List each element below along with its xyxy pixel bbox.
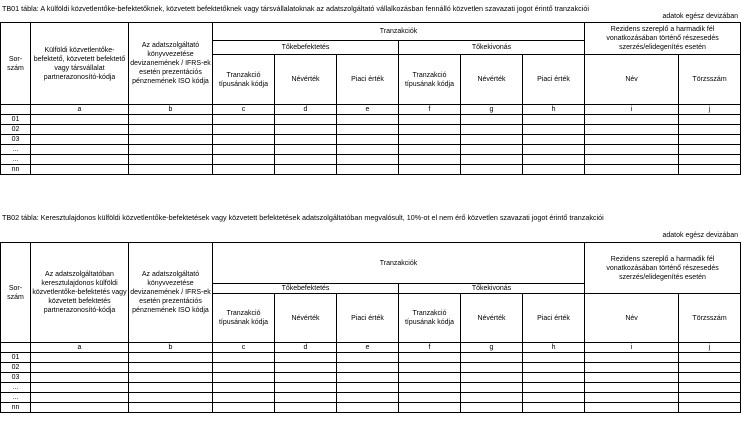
letter-cell: c <box>213 343 275 353</box>
data-cell[interactable] <box>129 353 213 363</box>
data-cell[interactable] <box>213 383 275 393</box>
data-cell[interactable] <box>337 165 399 175</box>
data-cell[interactable] <box>337 393 399 403</box>
data-cell[interactable] <box>31 155 129 165</box>
data-cell[interactable] <box>679 373 741 383</box>
row-number: … <box>1 383 31 393</box>
data-cell[interactable] <box>679 383 741 393</box>
header-nev: Név <box>585 55 679 105</box>
header-partner-code: Külföldi közvetlentőke-befektető, közvetett befektető vagy társvállalat partnerazonosító-kódja <box>31 23 129 105</box>
data-cell[interactable] <box>585 135 679 145</box>
data-cell[interactable] <box>213 353 275 363</box>
data-cell[interactable] <box>399 363 461 373</box>
data-cell[interactable] <box>461 125 523 135</box>
data-cell[interactable] <box>129 155 213 165</box>
letter-cell: e <box>337 343 399 353</box>
data-cell[interactable] <box>399 383 461 393</box>
data-cell[interactable] <box>275 383 337 393</box>
letter-cell: i <box>585 343 679 353</box>
data-cell[interactable] <box>129 125 213 135</box>
data-cell[interactable] <box>337 403 399 413</box>
letter-cell: c <box>213 105 275 115</box>
data-cell[interactable] <box>213 135 275 145</box>
row-number: nn <box>1 403 31 413</box>
data-cell[interactable] <box>337 353 399 363</box>
data-cell[interactable] <box>585 115 679 125</box>
data-cell[interactable] <box>461 145 523 155</box>
data-cell[interactable] <box>399 155 461 165</box>
data-cell[interactable] <box>523 155 585 165</box>
data-cell[interactable] <box>461 393 523 403</box>
data-cell[interactable] <box>213 403 275 413</box>
letter-cell: f <box>399 343 461 353</box>
row-number: 03 <box>1 135 31 145</box>
table-row <box>1 353 741 363</box>
header-nevertek: Névérték <box>275 55 337 105</box>
data-cell[interactable] <box>679 145 741 155</box>
row-number: nn <box>1 165 31 175</box>
data-cell[interactable] <box>213 373 275 383</box>
data-cell[interactable] <box>399 125 461 135</box>
header-torzsszam: Törzsszám <box>679 55 741 105</box>
row-number: 02 <box>1 363 31 373</box>
data-cell[interactable] <box>679 165 741 175</box>
header-sorszam: Sor-szám <box>1 243 31 343</box>
table-row <box>1 383 741 393</box>
row-number: 02 <box>1 125 31 135</box>
data-cell[interactable] <box>275 135 337 145</box>
data-cell[interactable] <box>679 353 741 363</box>
data-cell[interactable] <box>461 373 523 383</box>
data-cell[interactable] <box>337 155 399 165</box>
letter-cell: d <box>275 105 337 115</box>
table-row <box>1 403 741 413</box>
data-cell[interactable] <box>585 125 679 135</box>
data-cell[interactable] <box>461 135 523 145</box>
row-number: … <box>1 393 31 403</box>
data-cell[interactable] <box>275 363 337 373</box>
header-tranzakcio-tipus: Tranzakció típusának kódja <box>399 55 461 105</box>
header-partner-code: Az adatszolgáltatóban keresztulajdonos külföldi közvetlentőke-befektetés vagy közvetett befektetés partnerazonosító-kódja <box>31 243 129 343</box>
header-nevertek: Névérték <box>461 55 523 105</box>
row-number: 01 <box>1 353 31 363</box>
letter-cell: g <box>461 343 523 353</box>
data-cell[interactable] <box>399 145 461 155</box>
data-table-tb01 <box>0 22 741 175</box>
data-cell[interactable] <box>275 165 337 175</box>
header-tokekivonas: Tőkekivonás <box>399 284 585 294</box>
data-cell[interactable] <box>31 393 129 403</box>
header-sorszam: Sor-szám <box>1 23 31 105</box>
letter-cell: j <box>679 105 741 115</box>
header-tokebefektetes: Tőkebefektetés <box>213 284 399 294</box>
letter-cell: a <box>31 343 129 353</box>
letter-cell <box>1 343 31 353</box>
data-cell[interactable] <box>585 165 679 175</box>
data-cell[interactable] <box>31 403 129 413</box>
table-row <box>1 373 741 383</box>
data-cell[interactable] <box>399 373 461 383</box>
data-cell[interactable] <box>523 135 585 145</box>
data-cell[interactable] <box>31 353 129 363</box>
table-row <box>1 145 741 155</box>
letter-cell: j <box>679 343 741 353</box>
row-number: 01 <box>1 115 31 125</box>
header-piaci-ertek: Piaci érték <box>337 55 399 105</box>
data-cell[interactable] <box>461 353 523 363</box>
data-cell[interactable] <box>129 115 213 125</box>
data-cell[interactable] <box>523 393 585 403</box>
data-cell[interactable] <box>523 145 585 155</box>
header-tokekivonas: Tőkekivonás <box>399 41 585 55</box>
letter-cell: i <box>585 105 679 115</box>
table-row <box>1 155 741 165</box>
data-cell[interactable] <box>129 165 213 175</box>
letter-cell: b <box>129 105 213 115</box>
header-tokebefektetes: Tőkebefektetés <box>213 41 399 55</box>
data-cell[interactable] <box>213 363 275 373</box>
data-table-tb02 <box>0 242 741 413</box>
table-row <box>1 363 741 373</box>
data-cell[interactable] <box>275 403 337 413</box>
data-cell[interactable] <box>275 115 337 125</box>
data-cell[interactable] <box>461 115 523 125</box>
data-cell[interactable] <box>129 145 213 155</box>
data-cell[interactable] <box>523 165 585 175</box>
letter-cell: h <box>523 343 585 353</box>
data-cell[interactable] <box>31 145 129 155</box>
data-cell[interactable] <box>523 363 585 373</box>
data-cell[interactable] <box>585 145 679 155</box>
header-piaci-ertek: Piaci érték <box>523 294 585 343</box>
header-torzsszam: Törzsszám <box>679 294 741 343</box>
table-row <box>1 165 741 175</box>
data-cell[interactable] <box>213 145 275 155</box>
data-cell[interactable] <box>523 125 585 135</box>
table-title: TB01 tábla: A külföldi közvetlentőke-befektetőknek, közvetett befektetőknek vagy társvállalatoknak az adatszolgáltató vállalkozásban fennálló közvetlen szavazati jogot érintő tranzakciói <box>2 4 589 13</box>
header-nevertek: Névérték <box>275 294 337 343</box>
data-cell[interactable] <box>31 363 129 373</box>
data-cell[interactable] <box>129 383 213 393</box>
data-cell[interactable] <box>461 363 523 373</box>
row-number: … <box>1 145 31 155</box>
row-number: 03 <box>1 373 31 383</box>
letter-cell: e <box>337 105 399 115</box>
data-cell[interactable] <box>585 353 679 363</box>
table-row <box>1 125 741 135</box>
data-cell[interactable] <box>275 155 337 165</box>
data-cell[interactable] <box>337 135 399 145</box>
table-row <box>1 135 741 145</box>
data-cell[interactable] <box>337 363 399 373</box>
letter-cell: f <box>399 105 461 115</box>
data-cell[interactable] <box>679 403 741 413</box>
data-cell[interactable] <box>213 165 275 175</box>
data-cell[interactable] <box>461 383 523 393</box>
header-nev: Név <box>585 294 679 343</box>
data-cell[interactable] <box>585 403 679 413</box>
header-rezidens: Rezidens szereplő a harmadik fél vonatkozásában történő részesedés szerzés/elidegenítés esetén <box>585 243 741 294</box>
data-cell[interactable] <box>679 363 741 373</box>
data-cell[interactable] <box>399 393 461 403</box>
data-cell[interactable] <box>275 393 337 403</box>
data-cell[interactable] <box>679 135 741 145</box>
table-body <box>1 353 741 413</box>
table-title: TB02 tábla: Keresztulajdonos külföldi közvetlentőke-befektetések vagy közvetett befektetések adatszolgáltatóban megvalósult, 10%-ot el nem érő közvetlen szavazati jogot érintő tranzakciói <box>2 213 604 222</box>
data-cell[interactable] <box>679 115 741 125</box>
data-cell[interactable] <box>523 353 585 363</box>
data-cell[interactable] <box>275 353 337 363</box>
data-cell[interactable] <box>399 165 461 175</box>
data-cell[interactable] <box>585 393 679 403</box>
data-cell[interactable] <box>275 373 337 383</box>
data-cell[interactable] <box>213 115 275 125</box>
row-number: … <box>1 155 31 165</box>
header-piaci-ertek: Piaci érték <box>523 55 585 105</box>
data-cell[interactable] <box>461 403 523 413</box>
header-nevertek: Névérték <box>461 294 523 343</box>
data-cell[interactable] <box>337 115 399 125</box>
letter-cell: g <box>461 105 523 115</box>
header-tranzakcio-tipus: Tranzakció típusának kódja <box>213 294 275 343</box>
data-cell[interactable] <box>523 383 585 393</box>
data-cell[interactable] <box>399 353 461 363</box>
data-cell[interactable] <box>337 145 399 155</box>
data-cell[interactable] <box>399 403 461 413</box>
data-cell[interactable] <box>213 125 275 135</box>
data-cell[interactable] <box>679 155 741 165</box>
data-cell[interactable] <box>129 373 213 383</box>
data-cell[interactable] <box>399 135 461 145</box>
data-cell[interactable] <box>523 403 585 413</box>
table-body <box>1 115 741 175</box>
data-cell[interactable] <box>31 115 129 125</box>
letter-cell: h <box>523 105 585 115</box>
data-cell[interactable] <box>585 383 679 393</box>
header-rezidens: Rezidens szereplő a harmadik fél vonatkozásában történő részesedés szerzés/elidegenítés esetén <box>585 23 741 55</box>
table-row <box>1 393 741 403</box>
data-cell[interactable] <box>461 155 523 165</box>
data-cell[interactable] <box>129 135 213 145</box>
header-tranzakcio-tipus: Tranzakció típusának kódja <box>399 294 461 343</box>
header-tranzakcio-tipus: Tranzakció típusának kódja <box>213 55 275 105</box>
data-cell[interactable] <box>523 115 585 125</box>
header-tranzakciok: Tranzakciók <box>213 23 585 41</box>
data-cell[interactable] <box>31 165 129 175</box>
data-cell[interactable] <box>31 373 129 383</box>
unit-note: adatok egész devizában <box>662 232 738 239</box>
data-cell[interactable] <box>129 403 213 413</box>
data-cell[interactable] <box>585 155 679 165</box>
data-cell[interactable] <box>337 373 399 383</box>
data-cell[interactable] <box>275 125 337 135</box>
letter-cell <box>1 105 31 115</box>
data-cell[interactable] <box>337 125 399 135</box>
data-cell[interactable] <box>461 165 523 175</box>
letter-cell: a <box>31 105 129 115</box>
data-cell[interactable] <box>523 373 585 383</box>
data-cell[interactable] <box>31 135 129 145</box>
data-cell[interactable] <box>337 383 399 393</box>
data-cell[interactable] <box>31 125 129 135</box>
data-cell[interactable] <box>213 155 275 165</box>
data-cell[interactable] <box>679 393 741 403</box>
header-currency-code: Az adatszolgáltató könyvvezetése devizanemének / IFRS-ek esetén prezentációs pénznemének ISO kódja <box>129 23 213 105</box>
data-cell[interactable] <box>585 373 679 383</box>
data-cell[interactable] <box>129 363 213 373</box>
data-cell[interactable] <box>275 145 337 155</box>
header-piaci-ertek: Piaci érték <box>337 294 399 343</box>
header-currency-code: Az adatszolgáltató könyvvezetése devizanemének / IFRS-ek esetén prezentációs pénznemének ISO kódja <box>129 243 213 343</box>
data-cell[interactable] <box>399 115 461 125</box>
data-cell[interactable] <box>31 383 129 393</box>
data-cell[interactable] <box>213 393 275 403</box>
letter-cell: b <box>129 343 213 353</box>
unit-note: adatok egész devizában <box>662 13 738 20</box>
letter-cell: d <box>275 343 337 353</box>
table-row <box>1 115 741 125</box>
data-cell[interactable] <box>129 393 213 403</box>
data-cell[interactable] <box>585 363 679 373</box>
header-tranzakciok: Tranzakciók <box>213 243 585 284</box>
data-cell[interactable] <box>679 125 741 135</box>
